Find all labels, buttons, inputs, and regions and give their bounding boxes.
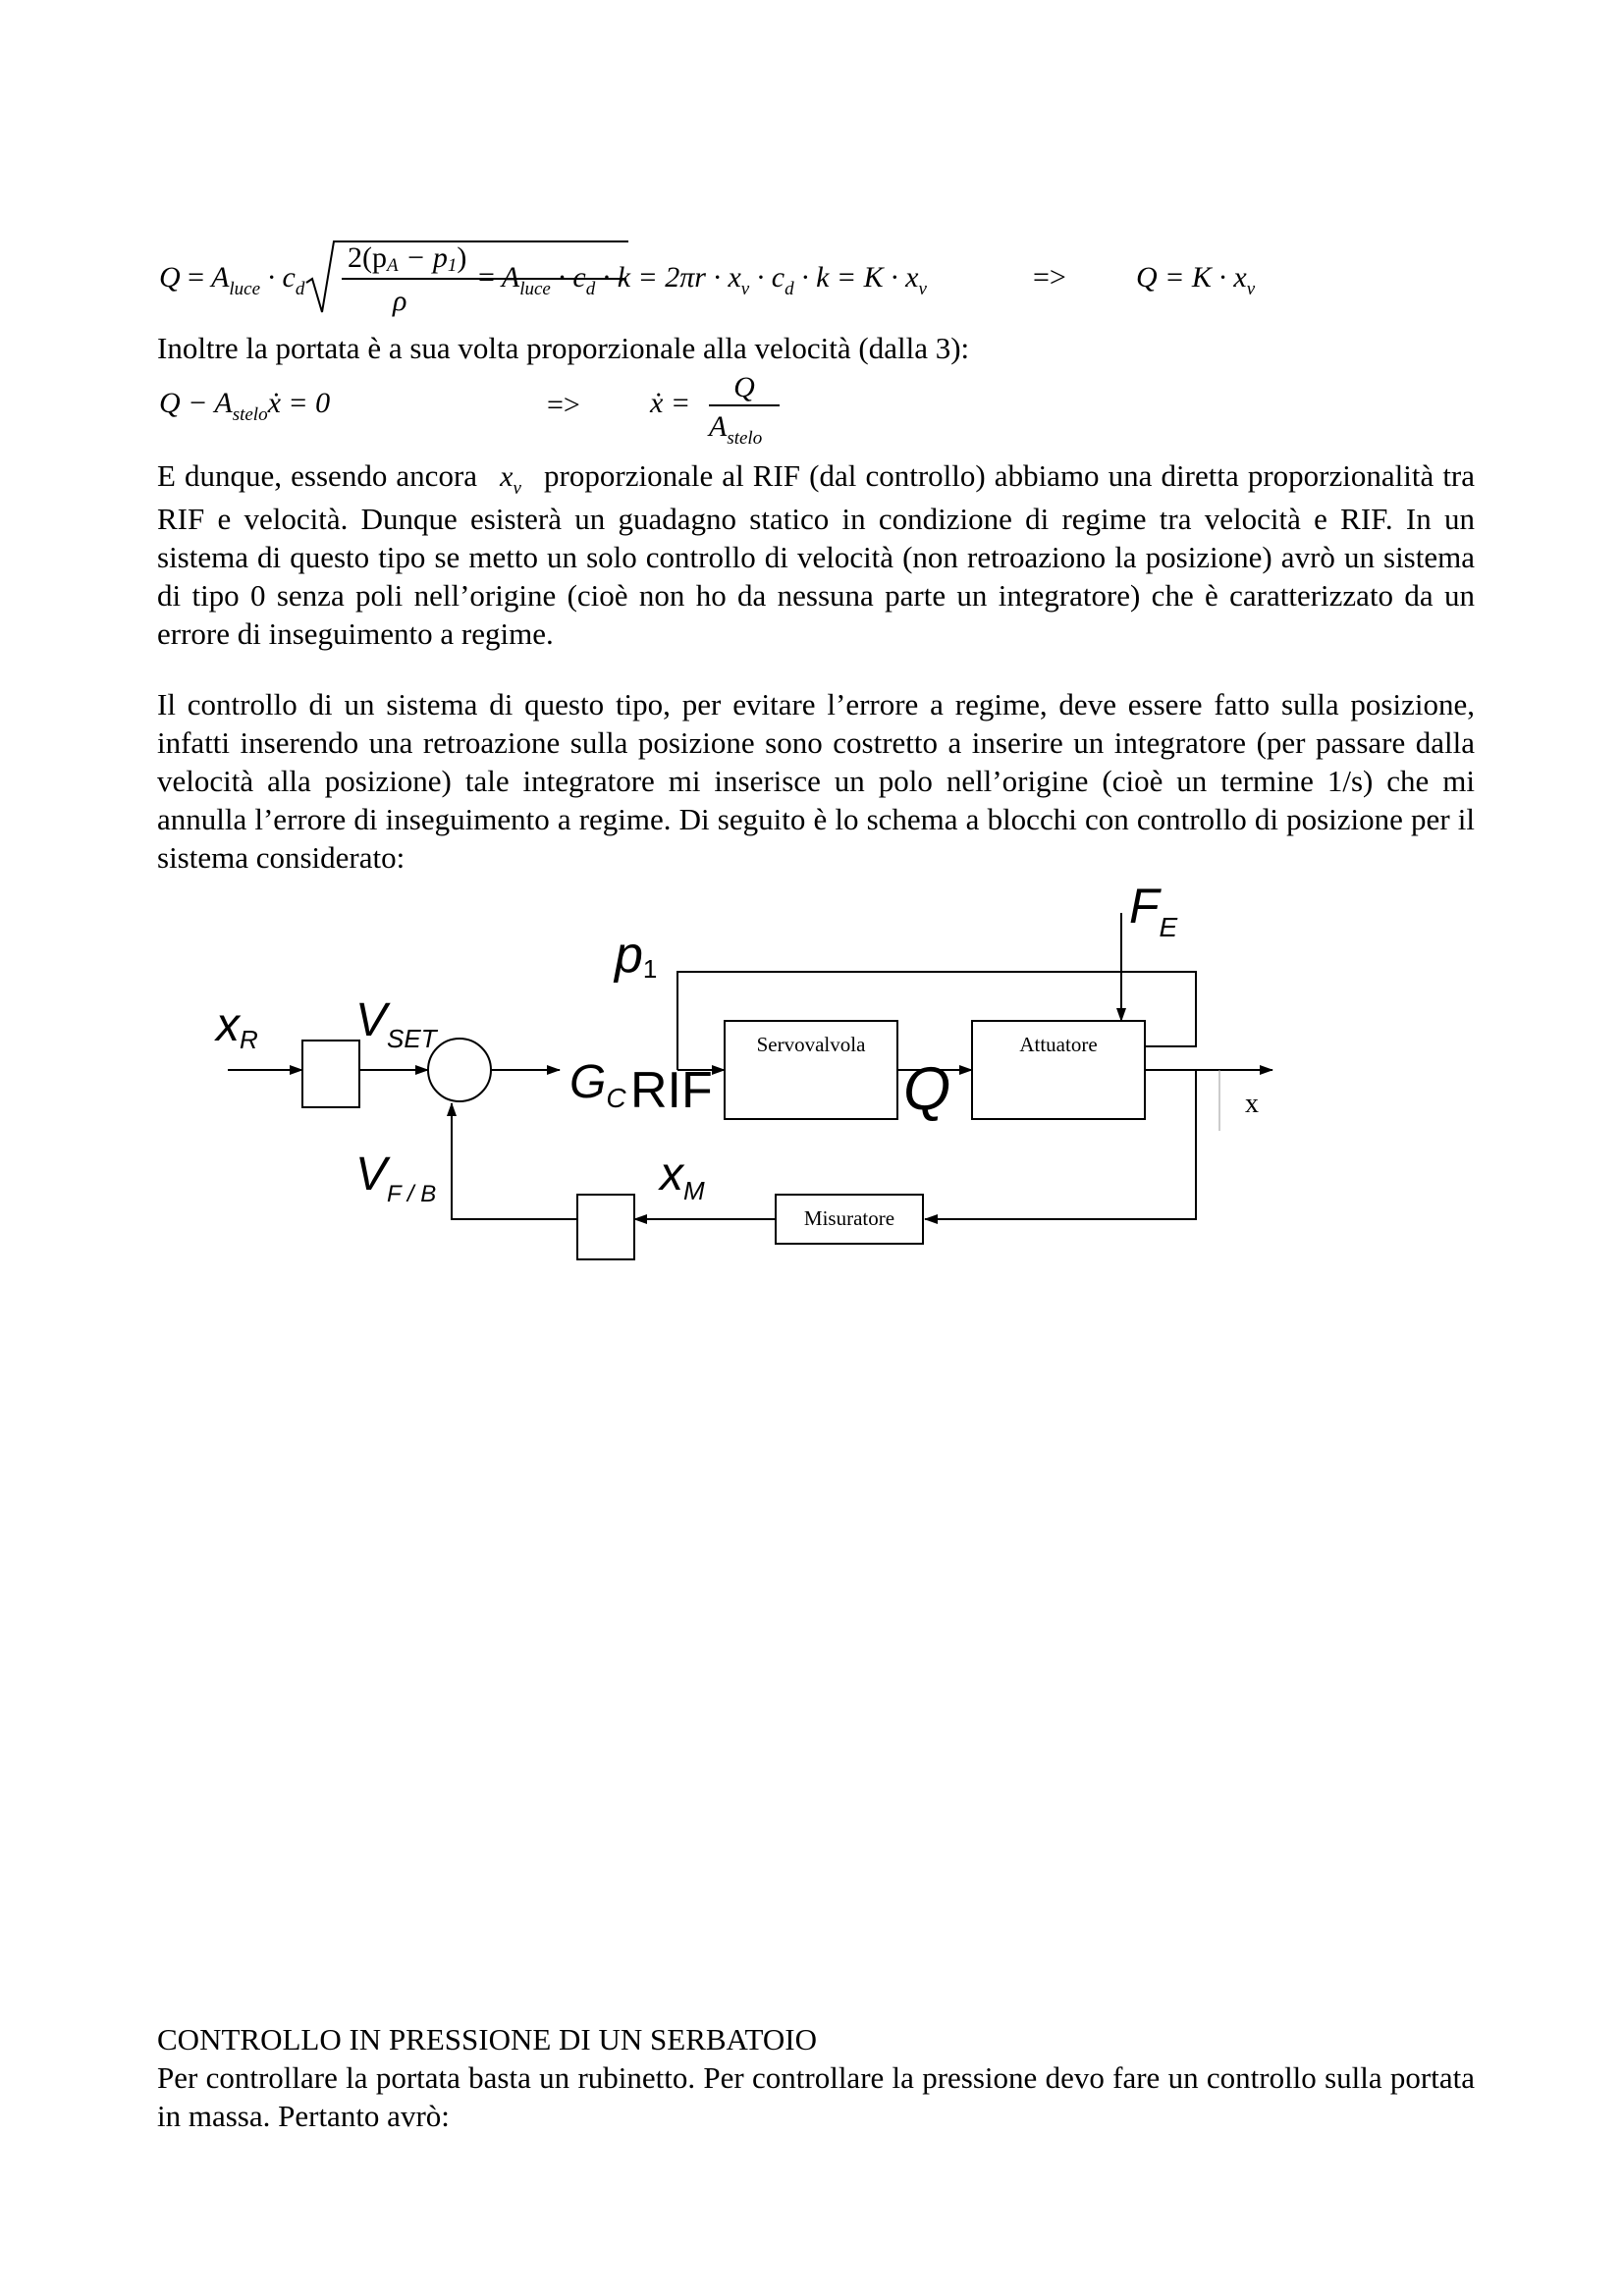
- label-gc: $G_C$: [569, 1056, 626, 1113]
- summing-junction: [428, 1039, 491, 1101]
- paragraph-1: E dunque, essendo ancora $x_v$ proporzionale al RIF (dal controllo) abbiamo una diretta proporzionalità tra RIF e velocità. Dunque esisterà un guadagno statico in condizione di regime tra velocità e RIF. In un sistema di questo tipo se metto un solo controllo di velocità (non retroaziono la posizione) avrò un sistema di tipo 0 senza poli nell’origine (cioè non ho da nessuna parte un integratore) che è caratterizzato da un errore di inseguimento a regime.: [157, 458, 1476, 651]
- label-v-set: $V_{SET}$: [355, 994, 437, 1053]
- label-actuator: Attuatore: [1019, 1033, 1098, 1056]
- label-p1: p1: [615, 927, 658, 984]
- label-x-r: xR: [216, 999, 258, 1054]
- label-f-e: $F_E$: [1129, 879, 1178, 942]
- input-gain-block: [302, 1041, 359, 1107]
- paragraph-2: Il controllo di un sistema di questo tipo, per evitare l’errore a regime, deve essere fatto sulla posizione, infatti inserendo una retroazione sulla posizione sono costretto a inserire un integratore (per passare dalla velocità alla posizione) tale integratore mi inserisce un polo nell’origine (cioè un termine 1/s) che mi annulla l’errore di inseguimento a regime. Di seguito è lo schema a blocchi con controllo di posizione per il sistema considerato:: [157, 687, 1475, 875]
- equation-2: $Q - A_{stelo}ẋ = 0$ => ẋ = Q $A_{stelo}$: [159, 371, 846, 450]
- label-meter: Misuratore: [803, 1206, 895, 1230]
- label-servovalve: Servovalvola: [756, 1033, 866, 1056]
- block-diagram: [0, 874, 1623, 1286]
- label-v-fb: $V_{F / B}$: [355, 1148, 437, 1207]
- label-x-m: $x_M$: [660, 1148, 705, 1205]
- label-q: Q: [903, 1055, 951, 1123]
- feedback-gain-block: [577, 1195, 634, 1259]
- label-x-output: x: [1245, 1089, 1259, 1119]
- section-heading: CONTROLLO IN PRESSIONE DI UN SERBATOIO: [157, 2022, 817, 2056]
- text-line-1: Inoltre la portata è a sua volta proporzionale alla velocità (dalla 3):: [157, 331, 970, 365]
- section-body: Per controllare la portata basta un rubinetto. Per controllare la pressione devo fare un controllo sulla portata in massa. Pertanto avrò:: [157, 2060, 1475, 2133]
- label-rif: RIF: [630, 1062, 713, 1119]
